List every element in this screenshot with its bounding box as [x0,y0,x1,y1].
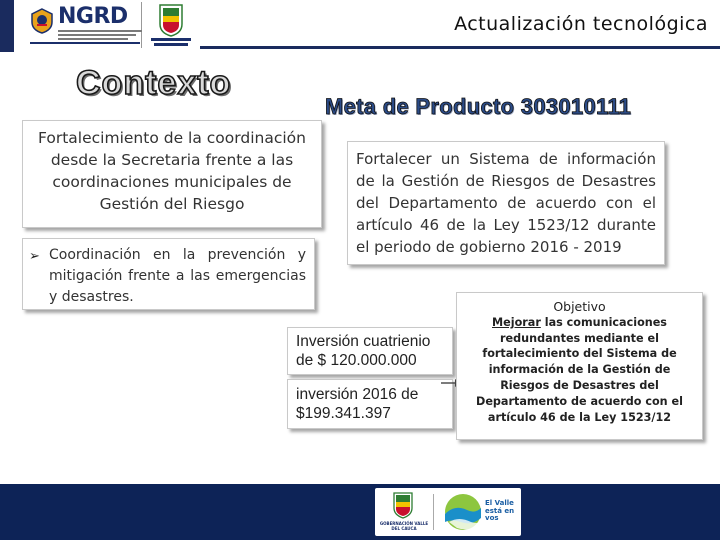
ngrd-logo-text: NGRD [58,4,128,29]
objective-label: Objetivo [553,299,606,314]
footer-logo-divider [433,494,434,530]
bullet-box [22,238,315,310]
investment-quadrennial-box [287,327,453,375]
el-valle-slogan: El Valle está en vos [485,499,515,522]
gobernacion-footer-caption: GOBERNACIÓN VALLE DEL CAUCA [379,521,429,531]
header-accent-strip [0,0,14,52]
page-title: Actualización tecnológica [454,13,708,35]
header [0,0,720,52]
investment-quadrennial-text: Inversión cuatrienio de $ 120.000.000 [296,333,431,369]
product-goal-text: Fortalecer un Sistema de información de la Gestión de Riesgos de Desastres del Departamento de acuerdo con el artículo 46 de la Ley 1523/12 durante el periodo de gobierno 2016 - 2019 [356,150,656,256]
product-goal-heading: Meta de Producto 303010111 [325,94,632,119]
investment-2016-box [287,379,453,429]
title-bar [200,0,720,48]
investment-2016-text: inversión 2016 de $199.341.397 [296,386,419,422]
context-box [22,120,322,228]
gobernacion-logo-icon [146,2,196,48]
objective-box [456,292,703,440]
footer-bar [0,484,720,540]
ngrd-logo-subtitle-lines [58,30,142,40]
context-heading: Contexto [76,64,232,102]
objective-lead-word: Mejorar [492,315,541,329]
footer-logos [375,488,521,536]
bullet-text: Coordinación en la prevención y mitigación frente a las emergencias y desastres. [49,247,306,305]
context-text: Fortalecimiento de la coordinación desde la Secretaria frente a las coordinaciones municipales de Gestión del Riesgo [38,129,306,213]
objective-text: las comunicaciones redundantes mediante el fortalecimiento del Sistema de información de la Gestión de Riesgos de Desastres del Departamento de acuerdo con el artículo 46 de la Ley 1523/12 [476,315,683,424]
product-goal-box [347,141,665,265]
objective-text-block [463,315,696,426]
el-valle-logo-icon [441,492,485,532]
header-rule [200,46,720,49]
ngrd-seal-icon [30,8,54,34]
ngrd-logo [24,2,142,48]
ngrd-logo-rule [30,42,140,44]
arrow-bullet-icon: ➢ [29,249,40,264]
